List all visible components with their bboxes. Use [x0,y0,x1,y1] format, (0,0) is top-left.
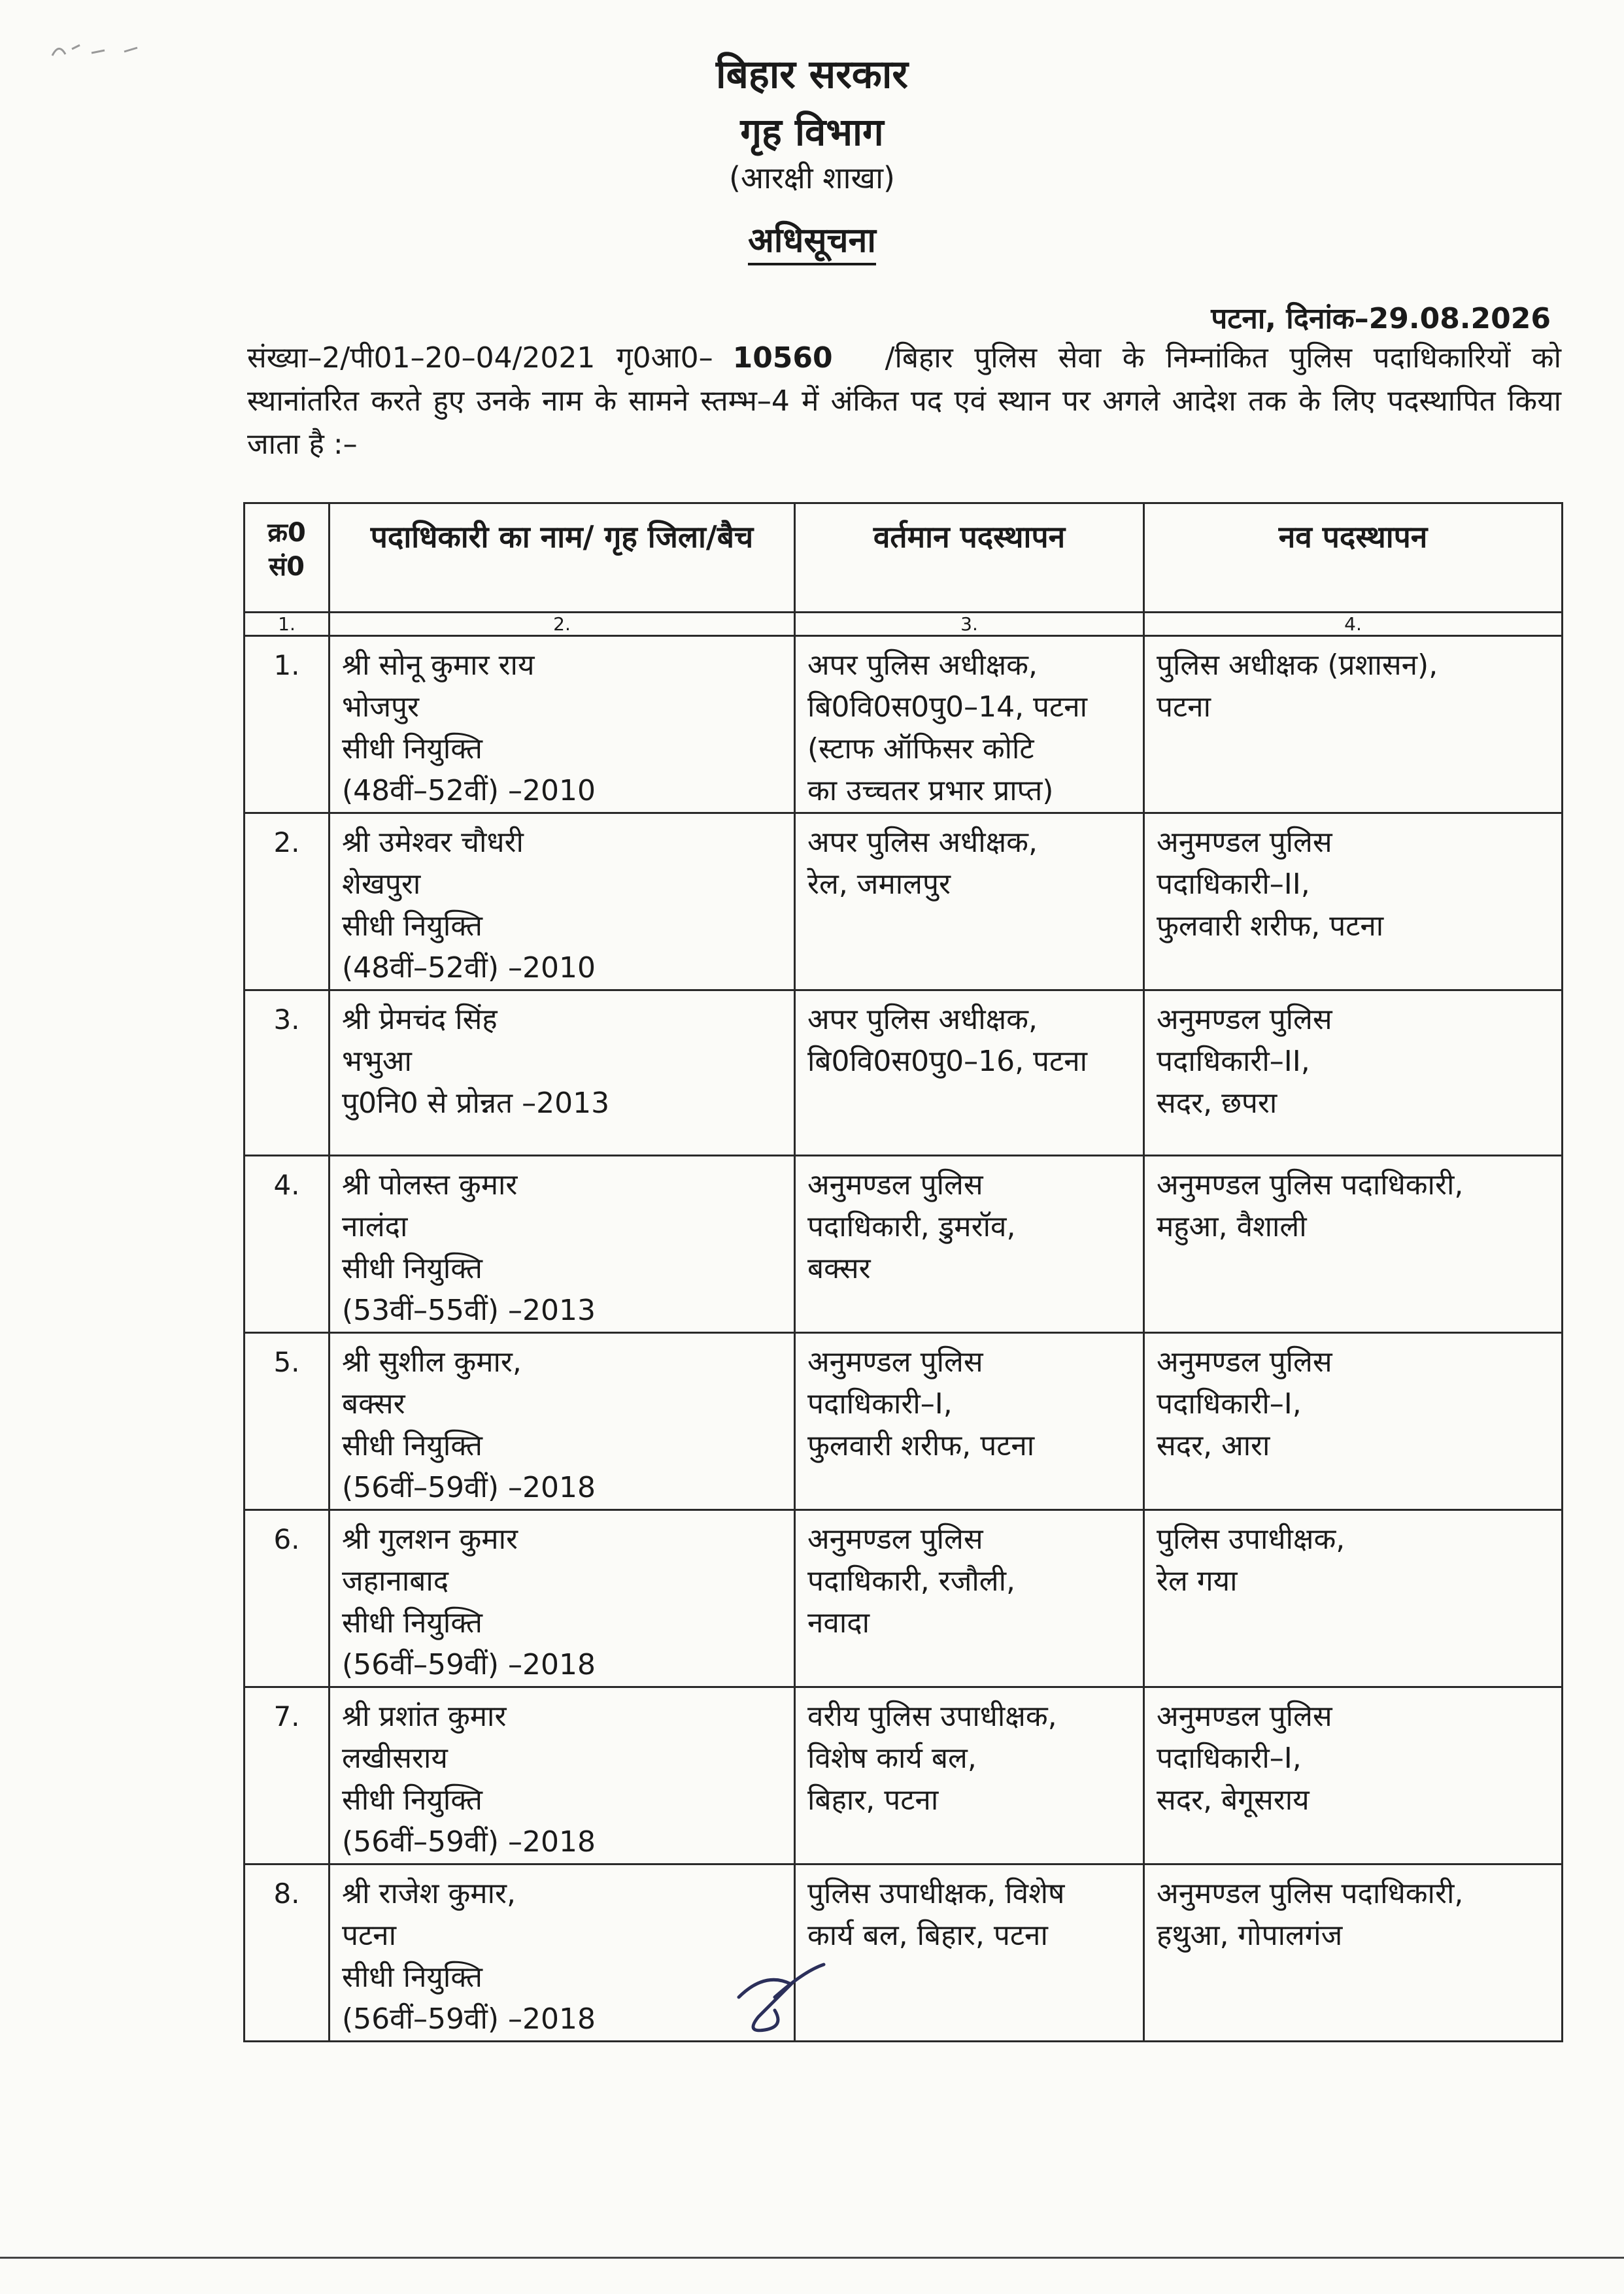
department-name: गृह विभाग [740,110,884,154]
table-body [245,636,1563,2042]
branch-name: (आरक्षी शाखा) [729,160,895,195]
current-posting-line: पुलिस उपाधीक्षक, विशेष [807,1877,1065,1910]
new-posting-line: महुआ, वैशाली [1157,1210,1307,1243]
current-posting-line: रेल, जमालपुर [807,868,951,901]
reference-text: संख्या–2/पी01–20–04/2021 गृ0आ0– [247,341,713,375]
serial-number: 6. [245,1510,330,1687]
table-row [245,1333,1563,1510]
new-posting-line: अनुमण्डल पुलिस [1157,826,1332,859]
officer-details-line: श्री सोनू कुमार राय [342,649,535,682]
new-posting-line: पदाधिकारी–II, [1157,868,1310,901]
current-posting-line: पदाधिकारी–I, [807,1387,953,1421]
new-posting-line: हथुआ, गोपालगंज [1157,1919,1343,1952]
posting-table [243,502,1563,2042]
current-posting-line: का उच्चतर प्रभार प्राप्त) [807,774,1054,807]
officer-details [330,1156,795,1333]
officer-details [330,1333,795,1510]
officer-details [330,1687,795,1864]
signature-icon [713,1958,830,2043]
new-posting-line: अनुमण्डल पुलिस [1157,1700,1332,1733]
new-posting-line: सदर, छपरा [1157,1087,1277,1120]
new-posting [1144,1510,1563,1687]
new-posting [1144,813,1563,990]
officer-details [330,990,795,1156]
officer-details-line: श्री राजेश कुमार, [342,1877,516,1910]
officer-details-line: लखीसराय [342,1742,448,1775]
new-posting-line: पुलिस उपाधीक्षक, [1157,1523,1345,1556]
officer-details-line: श्री प्रेमचंद सिंह [342,1003,498,1036]
current-posting-line: बक्सर [807,1252,871,1285]
new-posting-line: फुलवारी शरीफ, पटना [1157,909,1384,943]
officer-details-line: सीधी नियुक्ति [342,1961,482,1994]
officer-details-line: (56वीं–59वीं) –2018 [342,1825,596,1859]
table-row [245,813,1563,990]
column-index: 2. [330,613,795,636]
officer-details-line: पटना [342,1919,396,1952]
current-posting-line: वरीय पुलिस उपाधीक्षक, [807,1700,1057,1733]
serial-number: 7. [245,1687,330,1864]
new-posting [1144,1156,1563,1333]
officer-details-line: भोजपुर [342,690,419,724]
current-posting-line: अनुमण्डल पुलिस [807,1523,983,1556]
new-posting [1144,636,1563,813]
new-posting [1144,1864,1563,2042]
current-posting-line: अनुमण्डल पुलिस [807,1345,983,1379]
header-current-posting: वर्तमान पदस्थापन [795,503,1144,613]
officer-details-line: (48वीं–52वीं) –2010 [342,774,596,807]
table-row [245,1156,1563,1333]
serial-number: 2. [245,813,330,990]
officer-details-line: पु0नि0 से प्रोन्नत –2013 [342,1087,610,1120]
officer-details-line: सीधी नियुक्ति [342,1429,482,1462]
body-text: /बिहार पुलिस सेवा के निम्नांकित पुलिस पदाधिकारियों को स्थानांतरित करते हुए उनके नाम के सामने स्तम्भ–4 में अंकित पद एवं स्थान पर अगले आदेश तक के लिए पदस्थापित किया जाता है :– [247,341,1561,461]
current-posting-line: अपर पुलिस अधीक्षक, [807,826,1038,859]
new-posting [1144,990,1563,1156]
reference-number: 10560 [732,341,833,375]
officer-details-line: (56वीं–59वीं) –2018 [342,1471,596,1504]
current-posting-line: पदाधिकारी, डुमरॉव, [807,1210,1016,1243]
current-posting-line: पदाधिकारी, रजौली, [807,1564,1016,1598]
serial-number: 5. [245,1333,330,1510]
current-posting-line: बि0वि0स0पु0–16, पटना [807,1045,1088,1078]
officer-details-line: श्री प्रशांत कुमार [342,1700,507,1733]
new-posting [1144,1687,1563,1864]
officer-details-line: नालंदा [342,1210,408,1243]
current-posting [795,990,1144,1156]
notification-paragraph [247,337,1561,466]
officer-details-line: सीधी नियुक्ति [342,909,482,943]
officer-details-line: श्री सुशील कुमार, [342,1345,522,1379]
new-posting-line: पदाधिकारी–I, [1157,1742,1302,1775]
new-posting-line: पदाधिकारी–I, [1157,1387,1302,1421]
document-title: अधिसूचना [0,216,1624,262]
new-posting-line: पटना [1157,690,1211,724]
current-posting-line: बिहार, पटना [807,1783,939,1817]
current-posting [795,1156,1144,1333]
govt-name: बिहार सरकार [716,52,908,97]
current-posting-line: विशेष कार्य बल, [807,1742,977,1775]
current-posting-line: फुलवारी शरीफ, पटना [807,1429,1035,1462]
serial-number: 3. [245,990,330,1156]
new-posting [1144,1333,1563,1510]
header-new-posting: नव पदस्थापन [1144,503,1563,613]
current-posting-line: अनुमण्डल पुलिस [807,1168,983,1202]
column-index: 1. [245,613,330,636]
new-posting-line: रेल गया [1157,1564,1238,1598]
new-posting-line: अनुमण्डल पुलिस पदाधिकारी, [1157,1168,1464,1202]
serial-number: 1. [245,636,330,813]
table-row [245,1864,1563,2042]
current-posting [795,813,1144,990]
officer-details-line: (56वीं–59वीं) –2018 [342,2002,596,2036]
officer-details [330,636,795,813]
officer-details-line: सीधी नियुक्ति [342,1606,482,1640]
officer-details [330,1510,795,1687]
new-posting-line: सदर, आरा [1157,1429,1270,1462]
current-posting [795,1687,1144,1864]
table-row [245,1510,1563,1687]
officer-details-line: सीधी नियुक्ति [342,1783,482,1817]
current-posting [795,1864,1144,2042]
table-row [245,636,1563,813]
officer-details-line: जहानाबाद [342,1564,449,1598]
officer-details-line: सीधी नियुक्ति [342,1252,482,1285]
officer-details [330,813,795,990]
officer-details-line: बक्सर [342,1387,405,1421]
officer-details-line: (56वीं–59वीं) –2018 [342,1648,596,1681]
table-row [245,1687,1563,1864]
current-posting [795,1333,1144,1510]
place-date: पटना, दिनांक–29.08.2026 [1211,302,1551,335]
header-name: पदाधिकारी का नाम/ गृह जिला/बैच [330,503,795,613]
officer-details-line: (48वीं–52वीं) –2010 [342,951,596,985]
page-bottom-rule [0,2257,1624,2259]
table-row [245,990,1563,1156]
new-posting-line: पुलिस अधीक्षक (प्रशासन), [1157,649,1438,682]
column-index-row [245,613,1563,636]
officer-details-line: भभुआ [342,1045,412,1078]
officer-details-line: (53वीं–55वीं) –2013 [342,1294,596,1327]
current-posting-line: नवादा [807,1606,870,1640]
current-posting [795,636,1144,813]
officer-details-line: श्री गुलशन कुमार [342,1523,518,1556]
current-posting-line: कार्य बल, बिहार, पटना [807,1919,1048,1952]
serial-number: 4. [245,1156,330,1333]
officer-details-line: श्री पोलस्त कुमार [342,1168,518,1202]
current-posting-line: बि0वि0स0पु0–14, पटना [807,690,1088,724]
new-posting-line: अनुमण्डल पुलिस पदाधिकारी, [1157,1877,1464,1910]
header-serial: क्र0 सं0 [245,503,330,613]
serial-number: 8. [245,1864,330,2042]
officer-details-line: सीधी नियुक्ति [342,732,482,766]
officer-details-line: श्री उमेश्वर चौधरी [342,826,524,859]
new-posting-line: अनुमण्डल पुलिस [1157,1345,1332,1379]
column-index: 3. [795,613,1144,636]
new-posting-line: सदर, बेगूसराय [1157,1783,1310,1817]
new-posting-line: अनुमण्डल पुलिस [1157,1003,1332,1036]
column-index: 4. [1144,613,1563,636]
current-posting-line: (स्टाफ ऑफिसर कोटि [807,732,1034,766]
officer-details-line: शेखपुरा [342,868,421,901]
current-posting-line: अपर पुलिस अधीक्षक, [807,649,1038,682]
new-posting-line: पदाधिकारी–II, [1157,1045,1310,1078]
table-header-row [245,503,1563,613]
current-posting [795,1510,1144,1687]
current-posting-line: अपर पुलिस अधीक्षक, [807,1003,1038,1036]
